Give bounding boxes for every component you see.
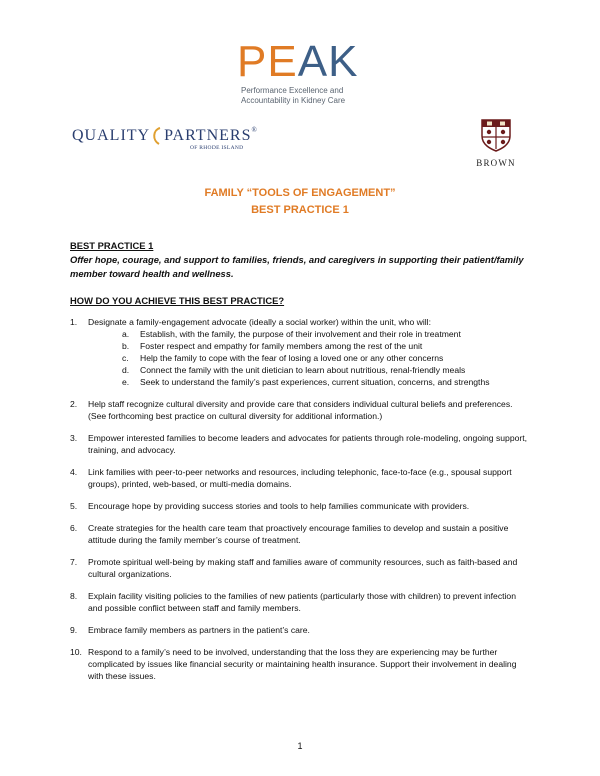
list-item-3 bbox=[70, 432, 532, 456]
sub-item-d bbox=[88, 364, 532, 376]
list-number: 5. bbox=[70, 501, 78, 511]
list-item-2 bbox=[70, 398, 532, 422]
list-item-text: Empower interested families to become leaders and advocates for patients through role-modeling, ongoing support, training, and advocacy. bbox=[88, 433, 528, 455]
list-item-1 bbox=[70, 316, 532, 388]
list-item-5 bbox=[70, 500, 532, 512]
best-practice-heading: BEST PRACTICE 1 bbox=[70, 240, 154, 251]
document-subtitle: BEST PRACTICE 1 bbox=[251, 204, 349, 216]
list-item-8 bbox=[70, 590, 532, 614]
list-item-text: Designate a family-engagement advocate (ideally a social worker) within the unit, who will: bbox=[88, 317, 431, 327]
sub-letter: c. bbox=[122, 353, 129, 363]
list-number: 3. bbox=[70, 433, 78, 443]
list-number: 10. bbox=[70, 647, 82, 657]
sub-list bbox=[88, 328, 532, 388]
list-item-text: Promote spiritual well-being by making staff and families aware of community resources, such as faith-based and cultural organizations. bbox=[88, 557, 518, 579]
sub-item-text: Foster respect and empathy for family members among the rest of the unit bbox=[140, 341, 423, 351]
list-item-text: Link families with peer-to-peer networks and resources, including telephonic, face-to-face (e.g., spousal support groups), printed, web-based, or multi-media domains. bbox=[88, 467, 512, 489]
brown-wordmark: BROWN bbox=[476, 158, 516, 168]
peak-logo bbox=[237, 37, 377, 106]
peak-subtitle-line2: Accountability in Kidney Care bbox=[241, 96, 346, 105]
list-item-text: Embrace family members as partners in the patient’s care. bbox=[88, 625, 310, 635]
sub-item-e bbox=[88, 376, 532, 388]
list-item-9 bbox=[70, 624, 532, 636]
sub-item-text: Seek to understand the family’s past experiences, current situation, concerns, and strengths bbox=[140, 377, 490, 387]
sub-letter: d. bbox=[122, 365, 130, 375]
quality-word: QUALITY bbox=[72, 127, 151, 144]
list-number: 8. bbox=[70, 591, 78, 601]
brown-shield-icon bbox=[479, 118, 513, 152]
how-heading: HOW DO YOU ACHIEVE THIS BEST PRACTICE? bbox=[70, 295, 285, 306]
peak-letter-k: K bbox=[328, 37, 359, 86]
peak-letter-e: E bbox=[267, 37, 298, 86]
document-title: FAMILY “TOOLS OF ENGAGEMENT” bbox=[204, 187, 396, 199]
list-item-6 bbox=[70, 522, 532, 546]
best-practice-section bbox=[70, 240, 540, 281]
sub-letter: a. bbox=[122, 329, 130, 339]
brown-logo bbox=[468, 118, 524, 168]
registered-mark: ® bbox=[251, 126, 258, 134]
swoosh-icon bbox=[151, 126, 163, 146]
practice-list bbox=[70, 316, 532, 682]
peak-letter-p: P bbox=[237, 37, 268, 86]
best-practice-statement: Offer hope, courage, and support to families, friends, and caregivers in supporting their patient/family member toward health and wellness. bbox=[70, 254, 524, 279]
sub-item-a bbox=[88, 328, 532, 340]
peak-subtitle bbox=[241, 86, 377, 106]
how-section bbox=[70, 295, 540, 306]
list-item-text: Help staff recognize cultural diversity and provide care that considers individual cultural beliefs and preferences. (See forthcoming best practice on cultural diversity for additional information.) bbox=[88, 399, 513, 421]
peak-letter-a: A bbox=[297, 37, 329, 86]
list-item-7 bbox=[70, 556, 532, 580]
list-item-text: Explain facility visiting policies to the families of new patients (particularly those with children) to prevent infection and possible conflict between staff and family members. bbox=[88, 591, 516, 613]
peak-wordmark bbox=[237, 37, 377, 86]
list-item-text: Create strategies for the health care team that proactively encourage families to develop and sustain a positive attitude during the family member’s course of treatment. bbox=[88, 523, 509, 545]
list-number: 9. bbox=[70, 625, 78, 635]
sub-item-text: Establish, with the family, the purpose of their involvement and their role in treatment bbox=[140, 329, 461, 339]
list-number: 4. bbox=[70, 467, 78, 477]
sub-item-text: Connect the family with the unit dietician to learn about nutritious, renal-friendly meals bbox=[140, 365, 466, 375]
sub-letter: e. bbox=[122, 377, 130, 387]
list-number: 7. bbox=[70, 557, 78, 567]
sub-item-b bbox=[88, 340, 532, 352]
partners-word: PARTNERS bbox=[164, 127, 252, 144]
list-item-text: Respond to a family’s need to be involved, understanding that the loss they are experiencing may be further complicated by issues like financial security or maintaining health insurance. Support their involvement in dealing with these issues. bbox=[88, 647, 517, 681]
list-number: 2. bbox=[70, 399, 78, 409]
sub-item-text: Help the family to cope with the fear of losing a loved one or any other concerns bbox=[140, 353, 444, 363]
list-number: 6. bbox=[70, 523, 78, 533]
page-number: 1 bbox=[297, 741, 303, 751]
list-item-10 bbox=[70, 646, 532, 682]
list-number: 1. bbox=[70, 317, 78, 327]
quality-partners-logo bbox=[72, 126, 258, 151]
list-item-text: Encourage hope by providing success stories and tools to help families communicate with providers. bbox=[88, 501, 470, 511]
quality-partners-wordmark bbox=[72, 126, 258, 146]
list-item-4 bbox=[70, 466, 532, 490]
sub-letter: b. bbox=[122, 341, 130, 351]
sub-item-c bbox=[88, 352, 532, 364]
peak-subtitle-line1: Performance Excellence and bbox=[241, 86, 344, 95]
quality-partners-sub: OF RHODE ISLAND bbox=[190, 145, 244, 151]
